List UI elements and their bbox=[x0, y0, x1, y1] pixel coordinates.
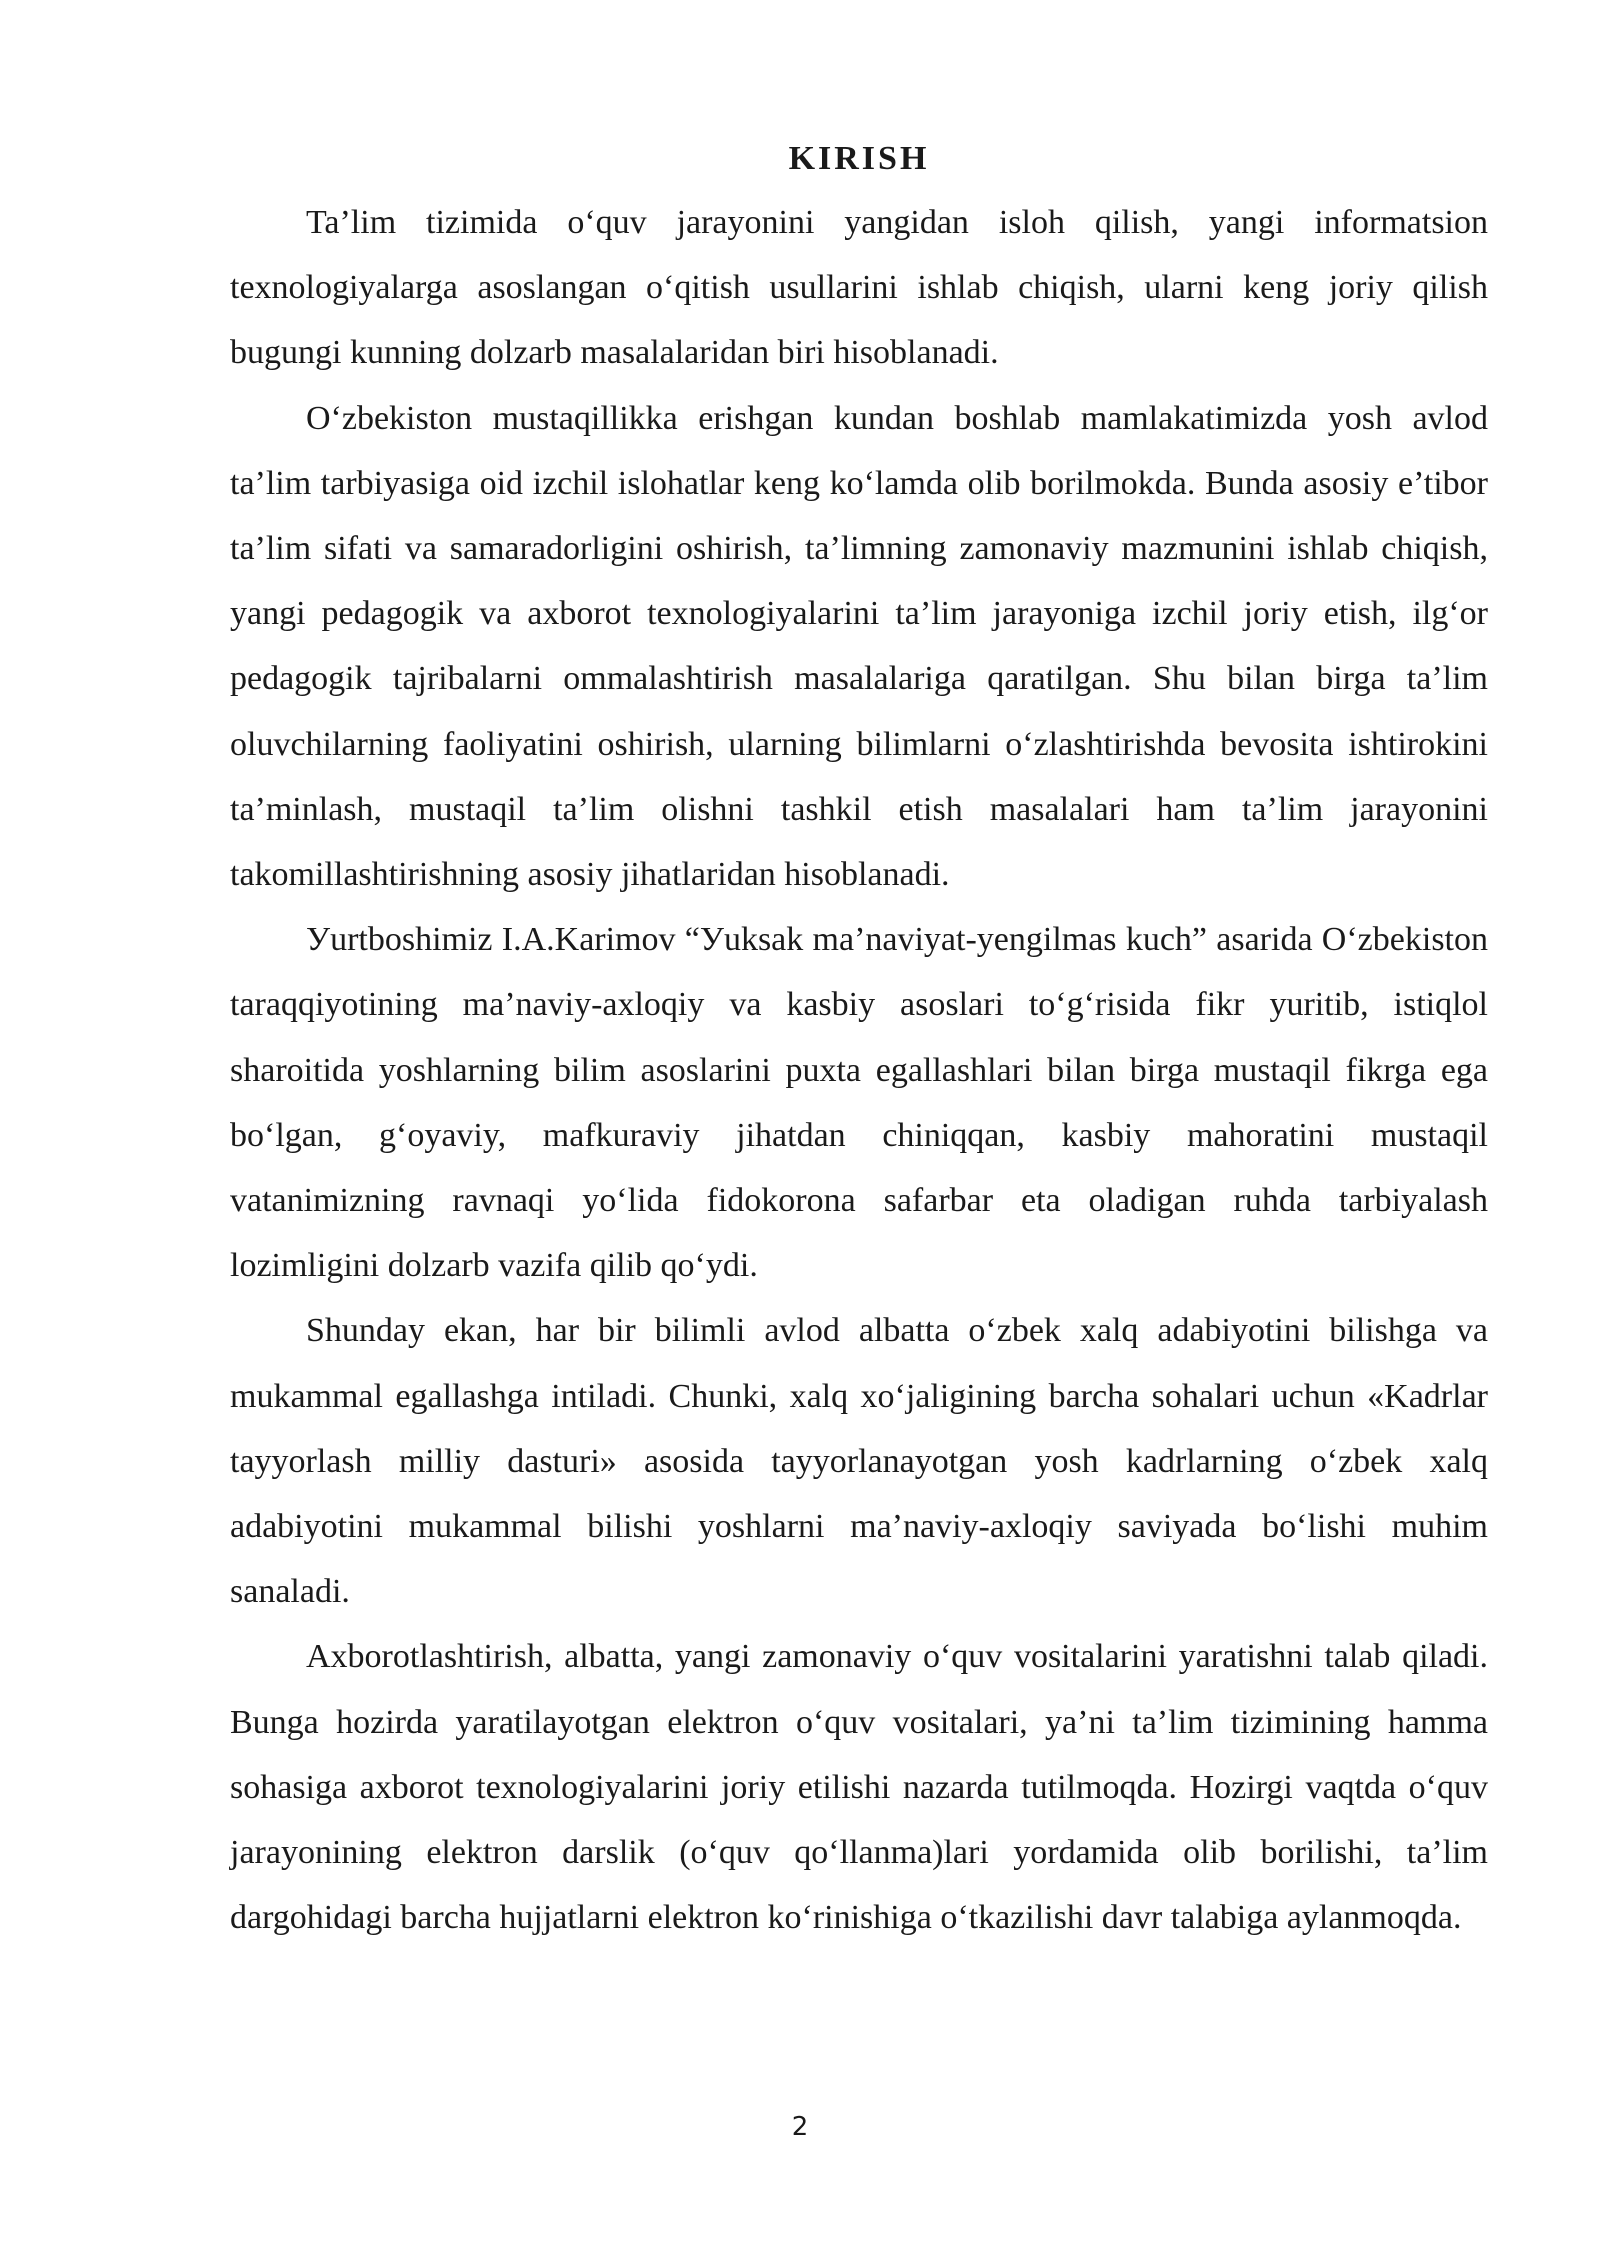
section-title: KIRISH bbox=[788, 140, 930, 177]
page-number: 2 bbox=[791, 2112, 809, 2142]
paragraph-2: O‘zbekiston mustaqillikka erishgan kundan boshlab mamlakatimizda yosh avlod ta’lim tarbiyasiga oid izchil islohatlar keng ko‘lamda olib borilmokda. Bunda asosiy e’tibor ta’lim sifati va samaradorligini oshirish, ta’limning zamonaviy mazmunini ishlab chiqish, yangi pedagogik va axborot texnologiyalarini ta’lim jarayoniga izchil joriy etish, ilg‘or pedagogik tajribalarni ommalashtirish masalalariga qaratilgan. Shu bilan birga ta’lim oluvchilarning faoliyatini oshirish, ularning bilimlarni o‘zlashtirishda bevosita ishtirokini ta’minlash, mustaqil ta’lim olishni tashkil etish masalalari ham ta’lim jarayonini takomillashtirishning asosiy jihatlaridan hisoblanadi. bbox=[230, 399, 1488, 894]
paragraph-3: Уurtboshimiz I.A.Karimov “Уuksak ma’naviyat-yengilmas kuch” asarida O‘zbekiston taraqqiyotining ma’naviy-axloqiy va kasbiy asoslari to‘g‘risida fikr yuritib, istiqlol sharoitida yoshlarning bilim asoslarini puxta egallashlari bilan birga mustaqil fikrga ega bo‘lgan, g‘oyaviy, mafkuraviy jihatdan chiniqqan, kasbiy mahoratini mustaqil vatanimizning ravnaqi yo‘lida fidokorona safarbar eta oladigan ruhda tarbiyalash lozimligini dolzarb vazifa qilib qo‘ydi. bbox=[230, 921, 1488, 1285]
document-body bbox=[230, 133, 1488, 1950]
paragraph-4: Shunday ekan, har bir bilimli avlod albatta o‘zbek xalq adabiyotini bilishga va mukammal egallashga intiladi. Chunki, xalq xo‘jaligining barcha sohalari uchun «Kadrlar tayyorlash milliy dasturi» asosida tayyorlanayotgan yosh kadrlarning o‘zbek xalq adabiyotini mukammal bilishi yoshlarni ma’naviy-axloqiy saviyada bo‘lishi muhim sanaladi. bbox=[230, 1312, 1488, 1611]
paragraph-1: Ta’lim tizimida o‘quv jarayonini yangidan isloh qilish, yangi informatsion texnologiyalarga asoslangan o‘qitish usullarini ishlab chiqish, ularni keng joriy qilish bugungi kunning dolzarb masalalaridan biri hisoblanadi. bbox=[230, 204, 1488, 372]
paragraph-5: Axborotlashtirish, albatta, yangi zamonaviy o‘quv vositalarini yaratishni talab qiladi. Bunga hozirda yaratilayotgan elektron o‘quv vositalari, ya’ni ta’lim tizimining hamma sohasiga axborot texnologiyalarini joriy etilishi nazarda tutilmoqda. Hozirgi vaqtda o‘quv jarayonining elektron darslik (o‘quv qo‘llanma)lari yordamida olib borilishi, ta’lim dargohidagi barcha hujjatlarni elektron ko‘rinishiga o‘tkazilishi davr talabiga aylanmoqda. bbox=[230, 1638, 1488, 1937]
